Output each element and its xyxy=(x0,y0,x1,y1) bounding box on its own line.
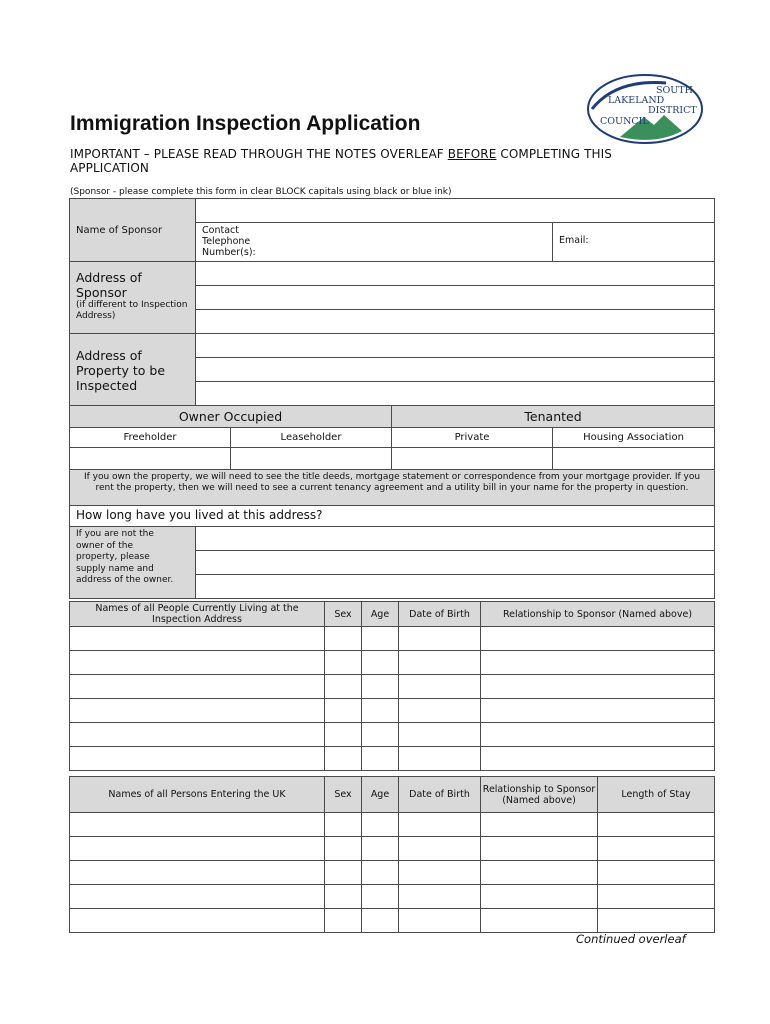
important-notice xyxy=(70,147,670,175)
table-row xyxy=(70,885,715,909)
table-cell[interactable] xyxy=(70,675,325,699)
owner-details-cell xyxy=(70,527,196,599)
residents-header-relationship: Relationship to Sponsor (Named above) xyxy=(481,602,715,627)
entering-header-age: Age xyxy=(362,777,399,813)
table-cell[interactable] xyxy=(362,747,399,771)
owner-details-line-1[interactable] xyxy=(196,527,715,551)
table-cell[interactable] xyxy=(399,627,481,651)
table-cell[interactable] xyxy=(70,699,325,723)
logo-line1: SOUTH xyxy=(656,85,693,96)
email-field[interactable] xyxy=(553,223,715,262)
table-cell[interactable] xyxy=(70,651,325,675)
residents-header-sex: Sex xyxy=(325,602,362,627)
table-cell[interactable] xyxy=(70,813,325,837)
logo-line3: DISTRICT xyxy=(648,105,697,116)
table-row xyxy=(70,675,715,699)
table-row xyxy=(70,837,715,861)
freeholder-checkbox[interactable] xyxy=(70,448,231,470)
table-cell[interactable] xyxy=(481,675,715,699)
housing-association-label: Housing Association xyxy=(553,428,715,448)
table-cell[interactable] xyxy=(325,909,362,933)
entering-header-relationship: Relationship to Sponsor (Named above) xyxy=(481,777,598,813)
address-of-sponsor-label: Address of Sponsor xyxy=(76,270,142,300)
name-of-sponsor-label: Name of Sponsor xyxy=(70,199,196,262)
table-cell[interactable] xyxy=(399,675,481,699)
table-cell[interactable] xyxy=(481,627,715,651)
sponsor-details-table xyxy=(69,198,715,599)
how-long-question[interactable]: How long have you lived at this address? xyxy=(70,506,715,527)
table-row xyxy=(70,861,715,885)
table-cell[interactable] xyxy=(362,885,399,909)
table-cell[interactable] xyxy=(399,885,481,909)
table-cell[interactable] xyxy=(362,675,399,699)
table-cell[interactable] xyxy=(70,723,325,747)
table-cell[interactable] xyxy=(325,651,362,675)
private-label: Private xyxy=(392,428,553,448)
residents-header-name: Names of all People Currently Living at the Inspection Address xyxy=(70,602,325,627)
table-cell[interactable] xyxy=(598,885,715,909)
leaseholder-label: Leaseholder xyxy=(231,428,392,448)
table-cell[interactable] xyxy=(481,699,715,723)
property-address-line-2[interactable] xyxy=(196,358,715,382)
table-cell[interactable] xyxy=(70,909,325,933)
sponsor-name-field[interactable] xyxy=(196,199,715,223)
table-cell[interactable] xyxy=(362,813,399,837)
important-text-emph: BEFORE xyxy=(447,147,497,161)
owner-details-label: If you are not the owner of the property, please supply name and address of the owner. xyxy=(76,529,174,585)
table-cell[interactable] xyxy=(362,909,399,933)
sponsor-address-line-3[interactable] xyxy=(196,310,715,334)
table-cell[interactable] xyxy=(70,627,325,651)
table-cell[interactable] xyxy=(481,813,598,837)
owner-occupied-heading: Owner Occupied xyxy=(70,406,392,428)
freeholder-label: Freeholder xyxy=(70,428,231,448)
residents-header-age: Age xyxy=(362,602,399,627)
owner-details-line-3[interactable] xyxy=(196,575,715,599)
council-logo xyxy=(586,73,704,145)
table-cell[interactable] xyxy=(399,813,481,837)
table-cell[interactable] xyxy=(362,699,399,723)
table-cell[interactable] xyxy=(481,885,598,909)
table-cell[interactable] xyxy=(325,813,362,837)
property-address-label: Address of Property to be Inspected xyxy=(76,348,166,393)
table-cell[interactable] xyxy=(399,909,481,933)
table-cell[interactable] xyxy=(598,909,715,933)
table-cell[interactable] xyxy=(325,675,362,699)
table-cell[interactable] xyxy=(325,699,362,723)
table-cell[interactable] xyxy=(598,861,715,885)
important-text-post: COMPLETING THIS APPLICATION xyxy=(70,147,612,175)
table-cell[interactable] xyxy=(325,885,362,909)
table-cell[interactable] xyxy=(70,861,325,885)
property-address-cell xyxy=(70,334,196,406)
table-cell[interactable] xyxy=(399,747,481,771)
table-cell[interactable] xyxy=(362,651,399,675)
table-cell[interactable] xyxy=(362,723,399,747)
continued-overleaf: Continued overleaf xyxy=(576,932,686,946)
table-cell[interactable] xyxy=(325,627,362,651)
entering-header-sex: Sex xyxy=(325,777,362,813)
private-checkbox[interactable] xyxy=(392,448,553,470)
table-cell[interactable] xyxy=(70,885,325,909)
table-cell[interactable] xyxy=(70,747,325,771)
table-cell[interactable] xyxy=(481,837,598,861)
table-cell[interactable] xyxy=(70,837,325,861)
residents-header-dob: Date of Birth xyxy=(399,602,481,627)
table-cell[interactable] xyxy=(481,747,715,771)
email-label: Email: xyxy=(559,235,589,246)
table-cell[interactable] xyxy=(481,909,598,933)
entering-header-length-of-stay: Length of Stay xyxy=(598,777,715,813)
table-cell[interactable] xyxy=(598,837,715,861)
persons-entering-table xyxy=(69,776,715,933)
table-cell[interactable] xyxy=(362,861,399,885)
sponsor-address-line-1[interactable] xyxy=(196,262,715,286)
table-row xyxy=(70,723,715,747)
ownership-evidence-note: If you own the property, we will need to see the title deeds, mortgage statement or correspondence from your mortgage provider. If you rent the property, then we will need to see a current tenancy agreement and a utility bill in your name for the property in question. xyxy=(70,470,715,506)
table-cell[interactable] xyxy=(399,861,481,885)
table-cell[interactable] xyxy=(481,723,715,747)
form-instruction: (Sponsor - please complete this form in clear BLOCK capitals using black or blue ink) xyxy=(70,187,452,197)
table-cell[interactable] xyxy=(481,861,598,885)
table-cell[interactable] xyxy=(362,627,399,651)
contact-telephone-field[interactable] xyxy=(196,223,553,262)
table-cell[interactable] xyxy=(362,837,399,861)
table-cell[interactable] xyxy=(598,813,715,837)
table-cell[interactable] xyxy=(399,699,481,723)
table-cell[interactable] xyxy=(325,837,362,861)
address-of-sponsor-note: (if different to Inspection Address) xyxy=(76,300,188,321)
owner-details-line-2[interactable] xyxy=(196,551,715,575)
housing-association-checkbox[interactable] xyxy=(553,448,715,470)
table-row xyxy=(70,813,715,837)
table-cell[interactable] xyxy=(481,651,715,675)
table-row xyxy=(70,651,715,675)
entering-header-dob: Date of Birth xyxy=(399,777,481,813)
logo-line2: LAKELAND xyxy=(608,95,665,106)
important-text-pre: IMPORTANT – PLEASE READ THROUGH THE NOTES OVERLEAF xyxy=(70,147,448,161)
page-title: Immigration Inspection Application xyxy=(70,112,421,135)
tenanted-heading: Tenanted xyxy=(392,406,715,428)
table-cell[interactable] xyxy=(325,747,362,771)
current-residents-table xyxy=(69,601,715,771)
address-of-sponsor-cell xyxy=(70,262,196,334)
contact-telephone-label: Contact Telephone Number(s): xyxy=(202,225,256,258)
table-cell[interactable] xyxy=(399,723,481,747)
leaseholder-checkbox[interactable] xyxy=(231,448,392,470)
table-cell[interactable] xyxy=(325,861,362,885)
property-address-line-1[interactable] xyxy=(196,334,715,358)
property-address-line-3[interactable] xyxy=(196,382,715,406)
table-row xyxy=(70,699,715,723)
table-row xyxy=(70,747,715,771)
table-row xyxy=(70,627,715,651)
table-cell[interactable] xyxy=(325,723,362,747)
logo-line4: COUNCIL xyxy=(600,116,649,127)
entering-header-name: Names of all Persons Entering the UK xyxy=(70,777,325,813)
table-cell[interactable] xyxy=(399,837,481,861)
sponsor-address-line-2[interactable] xyxy=(196,286,715,310)
table-row xyxy=(70,909,715,933)
table-cell[interactable] xyxy=(399,651,481,675)
